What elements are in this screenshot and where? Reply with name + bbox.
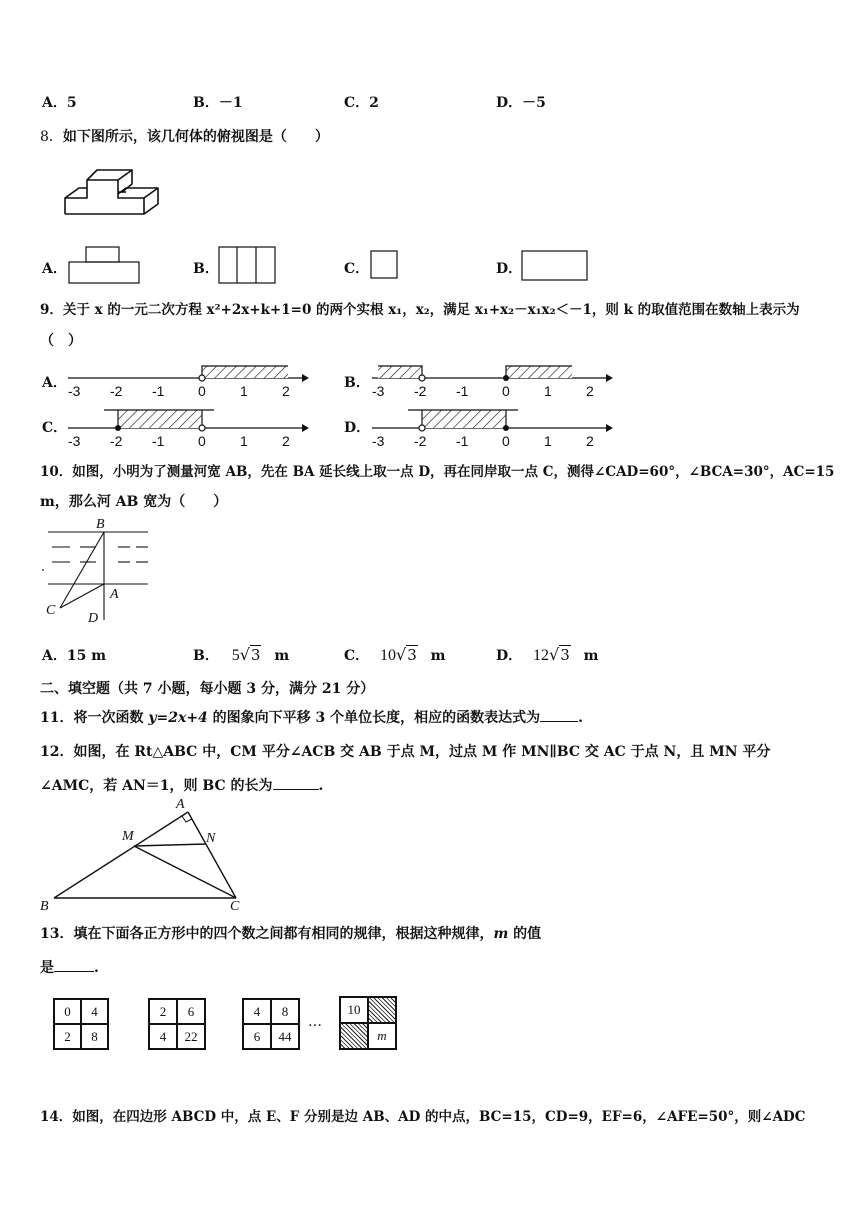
q12-stem-line2 bbox=[40, 775, 323, 795]
q10-option-b-rad: 3 bbox=[250, 646, 261, 664]
q11-stem bbox=[40, 707, 583, 727]
q12-label-b: B bbox=[40, 899, 49, 914]
q9c-tick: -1 bbox=[152, 433, 165, 449]
q9-option-d: D． bbox=[344, 420, 371, 436]
q12-triangle-figure bbox=[36, 796, 256, 914]
q9-option-a: A． bbox=[42, 375, 67, 391]
q8-view-c bbox=[370, 250, 399, 279]
q10-option-b-prefix: B． bbox=[193, 648, 219, 664]
q8-option-c: C． bbox=[344, 261, 370, 277]
q13-text-b: 的值 bbox=[508, 926, 542, 942]
q13-text-c: 是 bbox=[40, 960, 54, 976]
q11-text-a: 11．将一次函数 bbox=[40, 710, 149, 726]
q13-cell: 4 bbox=[243, 999, 271, 1024]
q13-cell: 8 bbox=[81, 1024, 108, 1049]
q9a-tick: 0 bbox=[198, 383, 206, 399]
q13-cell: 2 bbox=[54, 1024, 81, 1049]
q10-option-c-prefix: C． bbox=[344, 648, 370, 664]
q12-answer-blank bbox=[273, 789, 319, 790]
sqrt-icon: √ bbox=[396, 645, 407, 664]
q10-option-d-prefix: D． bbox=[496, 648, 523, 664]
q13-square-4 bbox=[339, 996, 397, 1050]
q8-view-a bbox=[68, 246, 140, 284]
q12-stem-line1: 12．如图，在 Rt△ABC 中，CM 平分∠ACB 交 AB 于点 M，过点 M 作 MN∥BC 交 AC 于点 N，且 MN 平分 bbox=[40, 744, 771, 760]
q10-label-b: B bbox=[96, 517, 105, 532]
q13-cell: 44 bbox=[271, 1024, 299, 1049]
q9-stem-line2: （ ） bbox=[40, 333, 82, 349]
q8-number: 8． bbox=[40, 129, 63, 145]
q9b-tick: 1 bbox=[544, 383, 552, 399]
q11-text-b: 的图象向下平移 3 个单位长度，相应的函数表达式为 bbox=[207, 710, 541, 726]
q13-square-2 bbox=[148, 998, 206, 1050]
q9a-tick: -1 bbox=[152, 383, 165, 399]
section-heading: 二、填空题（共 7 小题，每小题 3 分，满分 21 分） bbox=[40, 681, 375, 697]
q9b-tick: 0 bbox=[502, 383, 510, 399]
q10-option-a: A．15 m bbox=[42, 648, 107, 664]
q10-option-b-unit: m bbox=[274, 648, 290, 664]
q10-option-c-rad: 3 bbox=[407, 646, 417, 664]
q11-end: . bbox=[578, 710, 584, 726]
q9b-tick: 2 bbox=[586, 383, 594, 399]
q9c-tick: 0 bbox=[198, 433, 206, 449]
q9-numberline-b bbox=[368, 360, 613, 400]
q10-label-a: A bbox=[110, 587, 119, 602]
q7-option-a: A．5 bbox=[42, 95, 77, 111]
q9d-tick: -3 bbox=[372, 433, 385, 449]
q13-square-1 bbox=[53, 998, 109, 1050]
q12-end: . bbox=[318, 778, 324, 794]
q8-option-d: D． bbox=[496, 261, 523, 277]
q9-option-b: B． bbox=[344, 375, 370, 391]
q13-cell: 10 bbox=[340, 997, 368, 1023]
q13-cell: 8 bbox=[271, 999, 299, 1024]
q8-option-a: A． bbox=[42, 261, 67, 277]
sqrt-icon: √ bbox=[549, 645, 560, 664]
q8-text: 如下图所示，该几何体的俯视图是（ ） bbox=[62, 129, 329, 145]
q13-cell: 6 bbox=[177, 999, 205, 1024]
q10-option-c-coef: 10 bbox=[380, 647, 397, 664]
q9d-tick: -1 bbox=[456, 433, 469, 449]
q9d-tick: 2 bbox=[586, 433, 594, 449]
q9a-tick: -2 bbox=[110, 383, 123, 399]
q10-option-d-unit: m bbox=[583, 648, 599, 664]
q13-cell: 4 bbox=[149, 1024, 177, 1049]
q9c-tick: -3 bbox=[68, 433, 81, 449]
q13-m: m bbox=[493, 926, 509, 942]
q13-answer-blank bbox=[54, 971, 94, 972]
q9-numberline-a bbox=[64, 360, 309, 400]
q10-option-b bbox=[193, 645, 289, 665]
q7-option-d: D．－5 bbox=[496, 95, 546, 111]
q9b-tick: -2 bbox=[414, 383, 427, 399]
q13-end: . bbox=[94, 960, 99, 976]
q12-label-m: M bbox=[122, 829, 134, 844]
q9-numberline-d bbox=[368, 404, 613, 448]
q7-option-c: C．2 bbox=[344, 95, 379, 111]
q8-solid-figure bbox=[60, 166, 160, 218]
q9a-tick: 2 bbox=[282, 383, 290, 399]
q9c-tick: 1 bbox=[240, 433, 248, 449]
q14-stem: 14．如图，在四边形 ABCD 中，点 E、F 分别是边 AB、AD 的中点，BC=15，CD=9，EF=6，∠AFE=50°，则∠ADC bbox=[40, 1109, 806, 1125]
q10-option-d-coef: 12 bbox=[533, 647, 550, 664]
q7-option-b: B．－1 bbox=[193, 95, 243, 111]
q8-view-d bbox=[521, 250, 589, 281]
q10-option-d bbox=[496, 645, 598, 665]
q9-option-c: C． bbox=[42, 420, 68, 436]
q13-cell: 4 bbox=[81, 999, 108, 1024]
q13-cell: 0 bbox=[54, 999, 81, 1024]
q13-cell-shaded bbox=[340, 1023, 368, 1049]
q11-answer-blank bbox=[540, 721, 578, 722]
q13-square-3 bbox=[242, 998, 300, 1050]
q10-label-c: C bbox=[46, 603, 56, 618]
q13-cell: 22 bbox=[177, 1024, 205, 1049]
q10-river-figure bbox=[40, 518, 160, 626]
q13-stem-line1 bbox=[40, 923, 541, 943]
q13-cell: 6 bbox=[243, 1024, 271, 1049]
q11-function: y=2x+4 bbox=[148, 710, 208, 726]
q10-option-c-unit: m bbox=[430, 648, 446, 664]
q8-option-b: B． bbox=[193, 261, 219, 277]
q13-cell-shaded bbox=[368, 997, 396, 1023]
q13-cell: 2 bbox=[149, 999, 177, 1024]
q9a-tick: 1 bbox=[240, 383, 248, 399]
q12-label-n: N bbox=[206, 831, 216, 846]
q10-option-c bbox=[344, 645, 445, 665]
q13-ellipsis: … bbox=[308, 1014, 322, 1030]
q9d-tick: 0 bbox=[502, 433, 510, 449]
q9d-tick: -2 bbox=[414, 433, 427, 449]
q12-line2-text: ∠AMC，若 AN＝1，则 BC 的长为 bbox=[40, 778, 273, 794]
q10-label-d: D bbox=[88, 611, 99, 626]
q13-cell-m: m bbox=[368, 1023, 396, 1049]
q12-label-a: A bbox=[176, 797, 185, 812]
q12-label-c: C bbox=[230, 899, 240, 914]
q9c-tick: 2 bbox=[282, 433, 290, 449]
q9d-tick: 1 bbox=[544, 433, 552, 449]
q8-view-b bbox=[218, 246, 276, 284]
q8-stem bbox=[40, 126, 329, 146]
sqrt-icon: √ bbox=[239, 645, 250, 664]
q10-option-d-rad: 3 bbox=[560, 646, 570, 664]
q9b-tick: -3 bbox=[372, 383, 385, 399]
q9a-tick: -3 bbox=[68, 383, 81, 399]
q13-text-a: 13．填在下面各正方形中的四个数之间都有相同的规律，根据这种规律， bbox=[40, 926, 494, 942]
q9c-tick: -2 bbox=[110, 433, 123, 449]
q10-stem-line2: m，那么河 AB 宽为（ ） bbox=[40, 494, 228, 510]
q9-numberline-c bbox=[64, 404, 309, 448]
q9b-tick: -1 bbox=[456, 383, 469, 399]
q10-stem-line1: 10．如图，小明为了测量河宽 AB，先在 BA 延长线上取一点 D，再在同岸取一点 C，测得∠CAD=60°，∠BCA=30°，AC=15 bbox=[40, 464, 835, 480]
q13-stem-line2 bbox=[40, 957, 99, 977]
q10-option-b-coef: 5 bbox=[231, 647, 240, 664]
q9-stem-line1: 9．关于 x 的一元二次方程 x²+2x+k+1=0 的两个实根 x₁，x₂，满足 x₁+x₂－x₁x₂＜－1，则 k 的取值范围在数轴上表示为 bbox=[40, 302, 800, 318]
